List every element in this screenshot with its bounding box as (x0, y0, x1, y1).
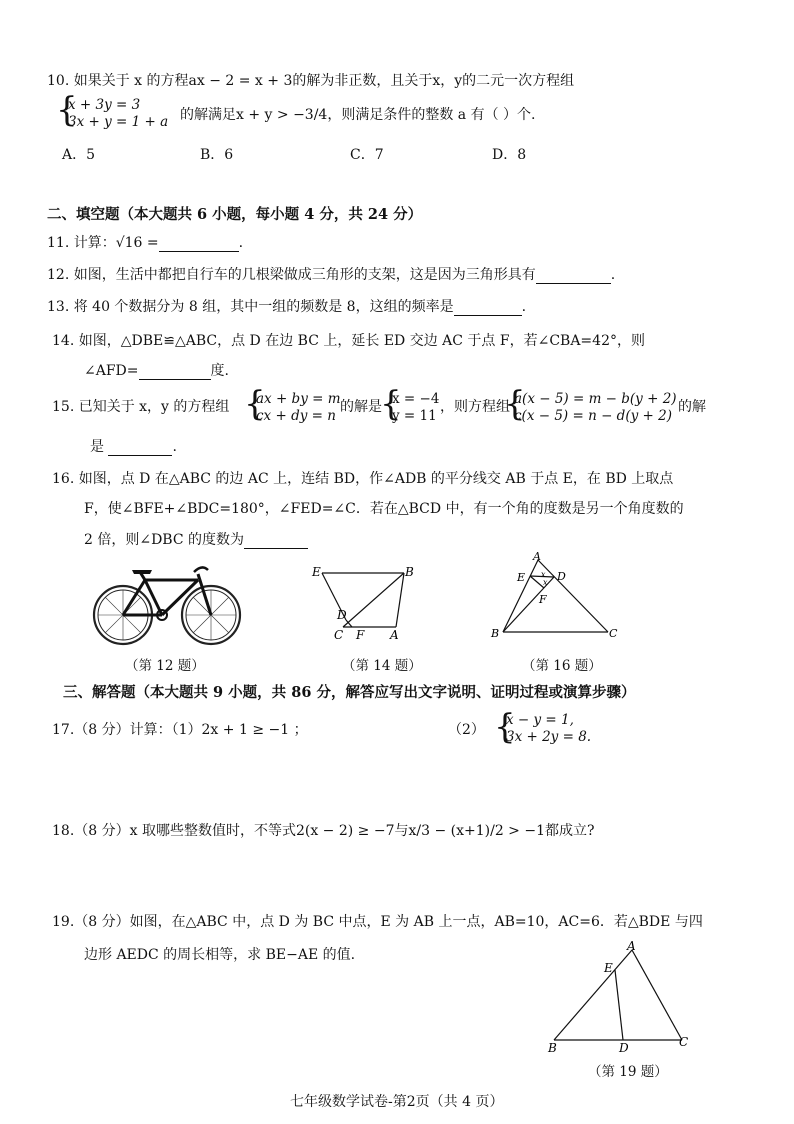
page-footer: 七年级数学试卷-第2页（共 4 页） (290, 1094, 504, 1110)
q16-line2: F，使∠BFE+∠BDC=180°，∠FED=∠C．若在△BCD 中，有一个角的度数是另一个角度数的 (84, 501, 684, 517)
fig16-label-a: A (533, 550, 541, 563)
q10-option-b: B．6 (200, 147, 234, 163)
q15-sys3-row2: c(x − 5) = n − d(y + 2) (514, 408, 672, 424)
fig14-label-d: D (337, 608, 347, 622)
section3-title: 三、解答题（本大题共 9 小题，共 86 分，解答应写出文字说明、证明过程或演算步骤） (63, 684, 636, 701)
q19-line1: 19.（8 分）如图，在△ABC 中，点 D 为 BC 中点，E 为 AB 上一点，AB=10，AC=6．若△BDE 与四 (52, 914, 703, 930)
q15-sys1-row2: cx + dy = n (256, 408, 336, 424)
q15-sys1-row1: ax + by = m (256, 391, 341, 407)
figure19-caption: （第 19 题） (588, 1064, 668, 1080)
q14-line1: 14. 如图，△DBE≌△ABC，点 D 在边 BC 上，延长 ED 交边 AC 于点 F，若∠CBA=42°，则 (52, 333, 645, 349)
q13-text: 13. 将 40 个数据分为 8 组，其中一组的频数是 8，这组的频率是 . (47, 299, 527, 315)
q15-prefix: 15. 已知关于 x，y 的方程组 (52, 399, 230, 415)
figure19-diagram (545, 938, 695, 1058)
figure12-caption: （第 12 题） (125, 658, 205, 674)
q11-text: 11. 计算：√16 = . (47, 235, 244, 251)
fig16-label-b: B (491, 627, 500, 640)
q15-line2: 是 . (90, 439, 177, 455)
bicycle-figure (90, 560, 245, 650)
q10-system-row2: 3x + y = 1 + a (68, 114, 169, 130)
q18-text: 18.（8 分）x 取哪些整数值时，不等式2(x − 2) ≥ −7与x/3 − (x+1)/2 > −1都成立? (52, 823, 595, 839)
q17-sys-row1: x − y = 1, (506, 712, 574, 728)
fig14-label-c: C (334, 628, 344, 642)
fig14-label-b: B (405, 565, 414, 579)
q17-sys-row2: 3x + 2y = 8. (506, 729, 592, 745)
fig14-label-a: A (390, 628, 399, 642)
q10-line2: 的解满足x + y > −3/4，则满足条件的整数 a 有（ ）个. (180, 107, 536, 123)
figure16-diagram (488, 550, 620, 645)
q10-line1: 10. 如果关于 x 的方程ax − 2 = x + 3的解为非正数，且关于x，y的二元一次方程组 (47, 73, 575, 89)
q10-option-c: C．7 (350, 147, 384, 163)
q10-option-a: A．5 (62, 147, 96, 163)
q15-brace2: { (380, 384, 402, 424)
fig16-label-d: D (557, 570, 566, 583)
q14-line2: ∠AFD= 度. (84, 363, 229, 379)
fig16-label-f: F (539, 593, 547, 606)
q15-sys3-row1: a(x − 5) = m − b(y + 2) (514, 391, 677, 407)
q15-mid2: ，则方程组 (440, 399, 510, 415)
q15-mid1: 的解是 (340, 399, 382, 415)
q17-part2-label: （2） (448, 722, 485, 738)
q16-line1: 16. 如图，点 D 在△ABC 的边 AC 上，连结 BD，作∠ADB 的平分线交 AB 于点 E，在 BD 上取点 (52, 471, 674, 487)
fig14-label-f: F (356, 628, 365, 642)
q15-sys2-row1: x = −4 (392, 391, 440, 407)
q17-part1: 17.（8 分）计算：（1）2x + 1 ≥ −1 ； (52, 722, 308, 738)
q15-suffix: 的解 (678, 399, 706, 415)
section2-title: 二、填空题（本大题共 6 小题，每小题 4 分，共 24 分） (47, 206, 423, 223)
fig16-label-x2: x (543, 578, 548, 587)
q10-system-row1: x + 3y = 3 (68, 97, 141, 113)
fig19-label-e: E (604, 961, 613, 975)
fig16-label-e: E (517, 571, 526, 584)
fig19-label-b: B (548, 1041, 557, 1055)
fig16-label-c: C (609, 627, 618, 640)
figure14-diagram (308, 560, 418, 645)
q15-sys2-row2: y = 11 (392, 408, 437, 424)
q10-system-brace: { (56, 90, 78, 130)
q19-line2: 边形 AEDC 的周长相等，求 BE−AE 的值. (84, 947, 356, 963)
q17-brace: { (494, 707, 516, 747)
q15-brace3: { (504, 384, 526, 424)
fig19-label-a: A (627, 939, 636, 953)
q15-brace1: { (244, 384, 266, 424)
figure14-caption: （第 14 题） (342, 658, 422, 674)
fig14-label-e: E (312, 565, 321, 579)
figure16-caption: （第 16 题） (522, 658, 602, 674)
fig19-label-d: D (619, 1041, 629, 1055)
fig16-label-x1: x (541, 570, 546, 579)
q10-option-d: D．8 (492, 147, 527, 163)
q12-text: 12. 如图，生活中都把自行车的几根梁做成三角形的支架，这是因为三角形具有 . (47, 267, 616, 283)
fig19-label-c: C (679, 1035, 689, 1049)
q16-line3: 2 倍，则∠DBC 的度数为 (84, 531, 308, 549)
